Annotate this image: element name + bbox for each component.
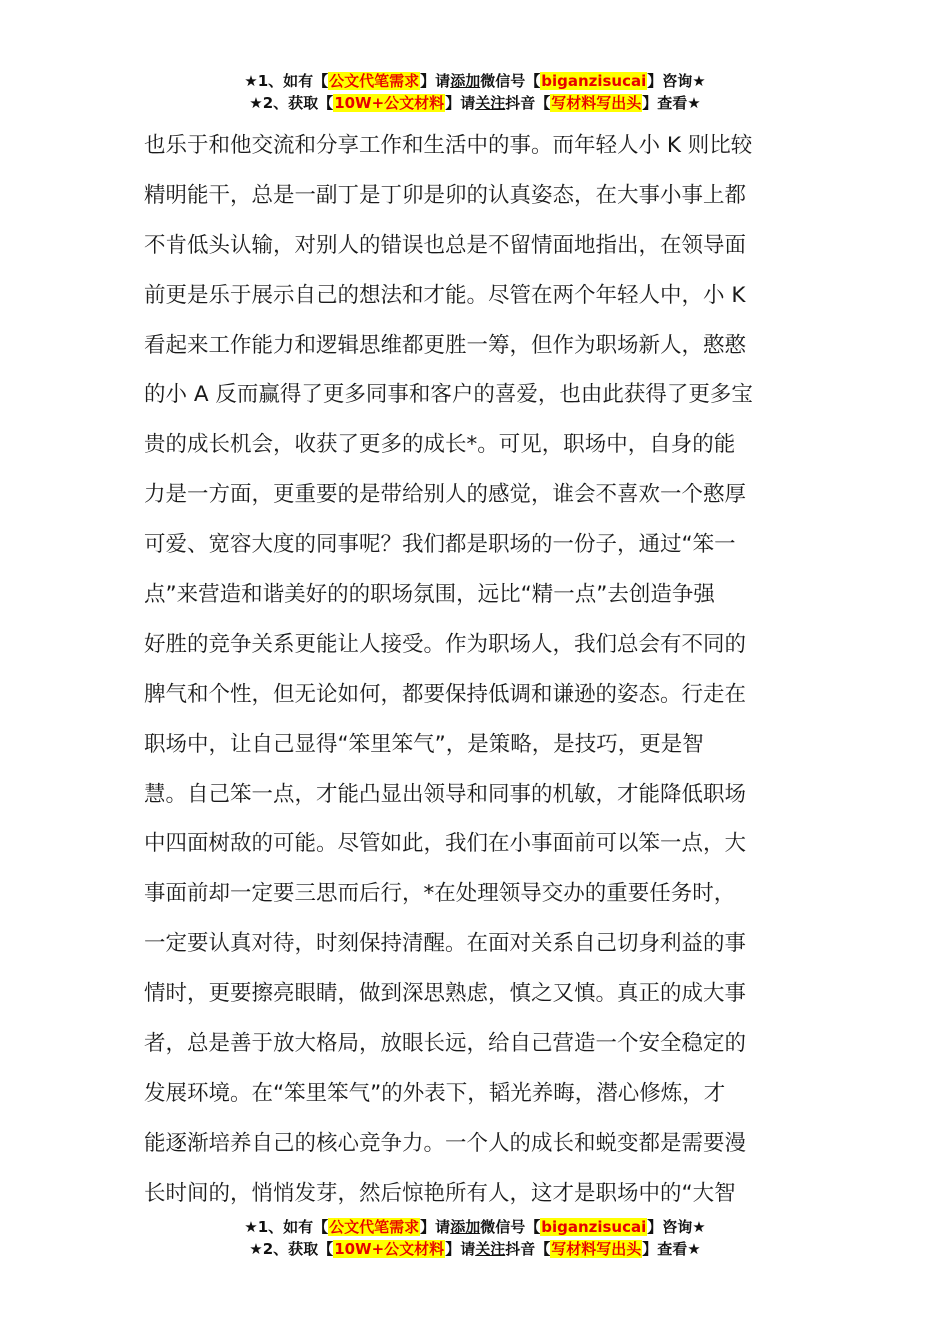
underlined-text: 关注 xyxy=(475,94,506,112)
banner-text: 抖音【 xyxy=(505,94,551,112)
banner-text: 微信号【 xyxy=(480,72,541,90)
banner-text: 】请 xyxy=(445,1240,476,1258)
banner-text: ★1、如有【 xyxy=(244,72,329,90)
highlight-materials: 10W+公文材料 xyxy=(334,94,445,112)
text-line: 也乐于和他交流和分享工作和生活中的事。而年轻人小 K 则比较 xyxy=(144,133,753,158)
text-line: 慧。自己笨一点，才能凸显出领导和同事的机敏，才能降低职场 xyxy=(144,781,747,807)
text-line: 贵的成长机会，收获了更多的成长*。可见，职场中，自身的能 xyxy=(144,432,736,458)
banner-text: ★2、获取【 xyxy=(249,1240,334,1258)
text-line: 脾气和个性，但无论如何，都要保持低调和谦逊的姿态。行走在 xyxy=(144,681,747,707)
banner-text: 】请 xyxy=(445,94,476,112)
underlined-text: 添加 xyxy=(450,1218,481,1236)
banner-line-2 xyxy=(0,92,950,114)
text-line: 看起来工作能力和逻辑思维都更胜一筹，但作为职场新人，憨憨 xyxy=(144,332,747,358)
highlight-douyin: 写材料写出头 xyxy=(551,94,642,112)
banner-line-2 xyxy=(0,1238,950,1260)
text-line: 力是一方面，更重要的是带给别人的感觉，谁会不喜欢一个憨厚 xyxy=(144,482,747,508)
text-line: 长时间的，悄悄发芽，然后惊艳所有人，这才是职场中的“大智 xyxy=(144,1180,736,1206)
text-line: 不肯低头认输，对别人的错误也总是不留情面地指出，在领导面 xyxy=(144,232,747,258)
header-banner xyxy=(0,70,950,114)
highlight-materials: 10W+公文材料 xyxy=(334,1240,445,1258)
banner-text: ★2、获取【 xyxy=(249,94,334,112)
banner-line-1 xyxy=(0,70,950,92)
banner-text: 】请 xyxy=(420,72,451,90)
text-line: 能逐渐培养自己的核心竞争力。一个人的成长和蜕变都是需要漫 xyxy=(144,1130,747,1156)
highlight-douyin: 写材料写出头 xyxy=(551,1240,642,1258)
banner-text: 】请 xyxy=(420,1218,451,1236)
text-line: 点”来营造和谐美好的的职场氛围，远比“精一点”去创造争强 xyxy=(144,582,715,608)
text-line: 一定要认真对待，时刻保持清醒。在面对关系自己切身利益的事 xyxy=(144,931,747,957)
text-line: 者，总是善于放大格局，放眼长远，给自己营造一个安全稳定的 xyxy=(144,1031,747,1057)
text-line: 情时，更要擦亮眼睛，做到深思熟虑，慎之又慎。真正的成大事 xyxy=(144,981,747,1007)
body-paragraph xyxy=(144,121,809,1219)
text-line: 事面前却一定要三思而后行，*在处理领导交办的重要任务时， xyxy=(144,881,736,907)
banner-line-1 xyxy=(0,1216,950,1238)
text-line: 中四面树敌的可能。尽管如此，我们在小事面前可以笨一点，大 xyxy=(144,831,747,857)
text-line: 发展环境。在“笨里笨气”的外表下，韬光养晦，潜心修炼，才 xyxy=(144,1080,726,1106)
highlight-wechat-id: biganzisucai xyxy=(541,72,647,90)
highlight-wechat-id: biganzisucai xyxy=(541,1218,647,1236)
banner-text: ★1、如有【 xyxy=(244,1218,329,1236)
highlight-service: 公文代笔需求 xyxy=(329,1218,420,1236)
banner-text: 抖音【 xyxy=(505,1240,551,1258)
text-line: 精明能干，总是一副丁是丁卯是卯的认真姿态，在大事小事上都 xyxy=(144,182,747,208)
footer-banner xyxy=(0,1216,950,1260)
banner-text: 】咨询★ xyxy=(647,1218,706,1236)
text-line: 好胜的竞争关系更能让人接受。作为职场人，我们总会有不同的 xyxy=(144,631,747,657)
banner-text: 】查看★ xyxy=(642,1240,701,1258)
text-line: 可爱、宽容大度的同事呢？我们都是职场的一份子，通过“笨一 xyxy=(144,532,736,558)
banner-text: 】咨询★ xyxy=(647,72,706,90)
text-line: 前更是乐于展示自己的想法和才能。尽管在两个年轻人中，小 K xyxy=(144,282,746,308)
banner-text: 微信号【 xyxy=(480,1218,541,1236)
underlined-text: 关注 xyxy=(475,1240,506,1258)
text-line: 职场中，让自己显得“笨里笨气”，是策略，是技巧，更是智 xyxy=(144,731,704,757)
text-line: 的小 A 反而赢得了更多同事和客户的喜爱，也由此获得了更多宝 xyxy=(144,382,753,408)
highlight-service: 公文代笔需求 xyxy=(329,72,420,90)
underlined-text: 添加 xyxy=(450,72,481,90)
banner-text: 】查看★ xyxy=(642,94,701,112)
